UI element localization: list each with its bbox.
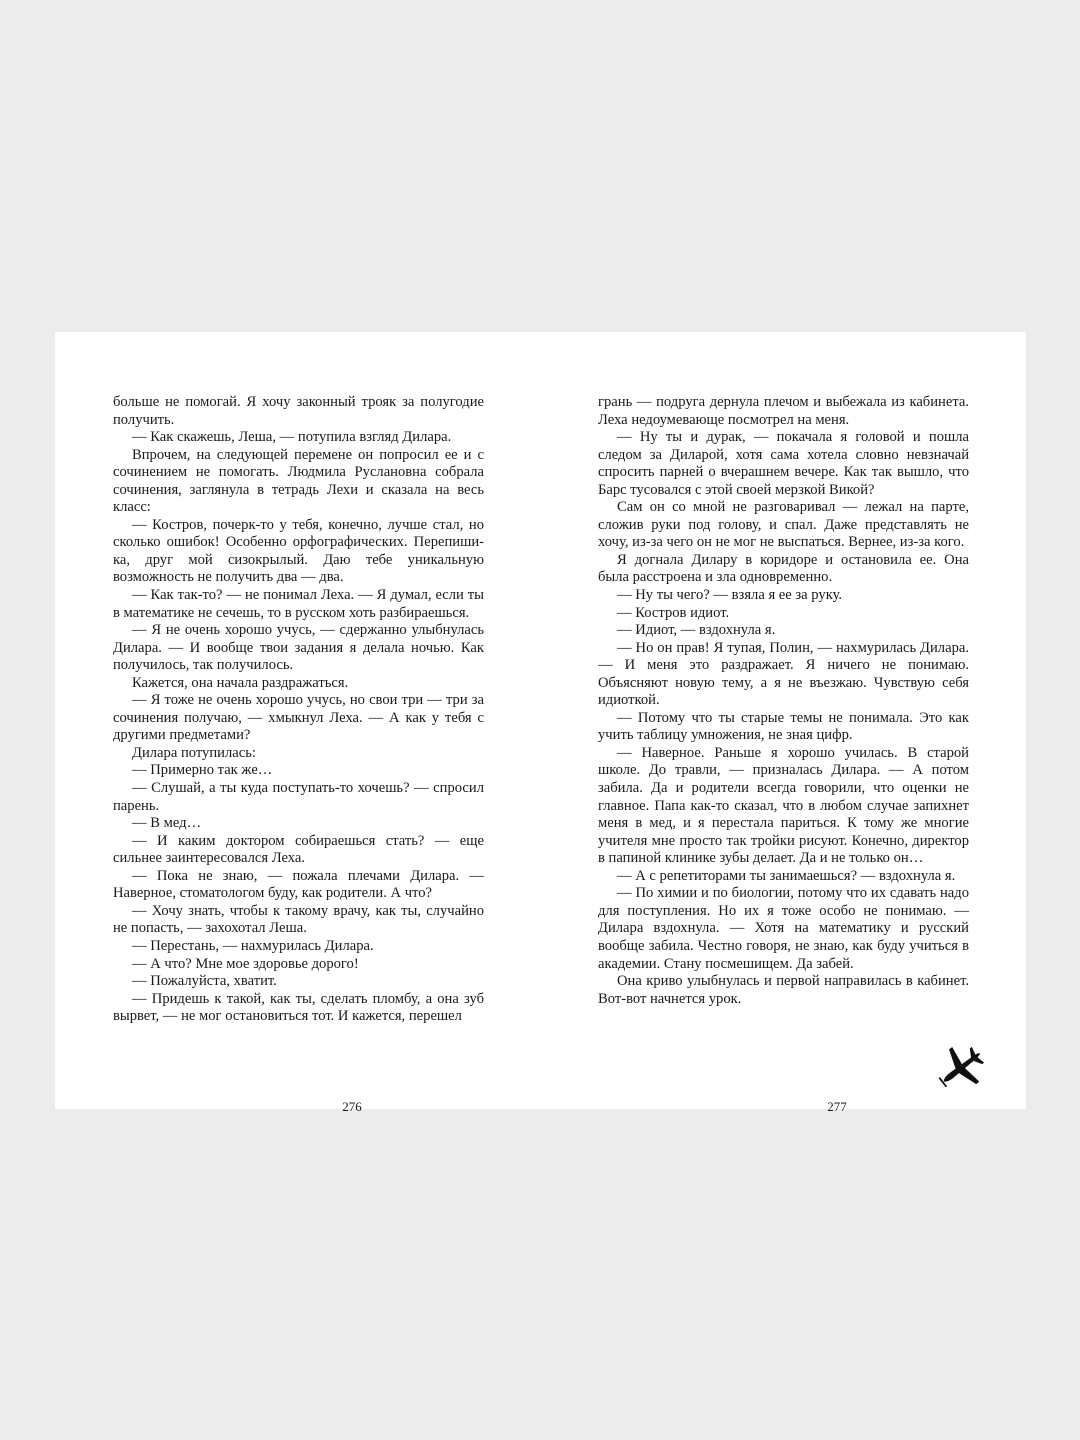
right-page-text [598,394,969,1008]
paragraph: Сам он со мной не разговаривал — лежал на парте, сложив руки под голову, и спал. Даже представлять не хочу, из-за чего он не мог не выспаться. Вернее, из-за кого. [598,499,969,551]
paragraph: Я догнала Дилару в коридоре и остановила ее. Она была расстроена и зла одновременно. [598,551,969,586]
page-number-left: 276 [342,1099,362,1114]
paragraph: — Но он прав! Я тупая, Полин, — нахмурилась Дилара. — И меня это раздражает. Я ничего не понимаю. Объясняют новую тему, а я не въезжаю. Чувствую себя идиоткой. [598,639,969,709]
airplane-icon [934,1040,988,1096]
paragraph: — Костров идиот. [617,604,730,621]
paragraph: — Примерно так же… [132,762,273,779]
paragraph: — Пожалуйста, хватит. [132,973,277,990]
paragraph: — И каким доктором собираешься стать? — еще сильнее заинтересовался Леха. [113,832,484,867]
paragraph: — Костров, почерк-то у тебя, конечно, лучше стал, но сколько ошибок! Особенно орфографических. Перепиши-ка, друг мой сизокрылый. Даю тебе уникальную возможность не получить два — два. [113,516,484,586]
book-spread [55,332,1026,1114]
paragraph: — По химии и по биологии, потому что их сдавать надо для поступления. Но их я тоже особо не понимаю. — Дилара вздохнула. — Хотя на математику и русский вообще забила. Честно говоря, не знаю, как буду учиться в академии. Стану посмешищем. Да забей. [598,885,969,972]
paragraph: — Наверное. Раньше я хорошо училась. В старой школе. До травли, — призналась Дилара. — А потом забила. Да и родители всегда говорили, что оценки не главное. Папа как-то сказал, что в любом случае запихнет меня в мед, и я перестала париться. К тому же многие учителя мне просто так тройки рисуют. Конечно, директор в папиной клинике зубы делает. Да и не только он… [598,744,969,867]
paragraph: грань — подруга дернула плечом и выбежала из кабинета. Леха недоумевающе посмотрел на меня. [598,394,969,428]
paragraph: — Я не очень хорошо учусь, — сдержанно улыбнулась Дилара. — И вообще твои задания я делала ночью. Как получилось, так получилось. [113,622,484,674]
paragraph: — Ну ты чего? — взяла я ее за руку. [617,587,843,604]
paragraph: — А с репетиторами ты занимаешься? — вздохнула я. [617,867,956,884]
paragraph: — Ну ты и дурак, — покачала я головой и пошла следом за Диларой, хотя сама хотела словно невзначай спросить парней о вчерашнем вечере. Как так вышло, что Барс тусовался с этой своей мерзкой Викой? [598,429,969,498]
paragraph: Кажется, она начала раздражаться. [132,674,349,691]
paragraph: — А что? Мне мое здоровье дорого! [132,955,359,972]
paragraph: Впрочем, на следующей перемене он попросил ее и с сочинением не помогать. Людмила Руслановна собрала сочинения, заглянула в тетрадь Лехи и сказала на весь класс: [113,446,484,516]
paragraph: — Я тоже не очень хорошо учусь, но свои три — три за сочинения получаю, — хмыкнул Леха. — А как у тебя с другими предметами? [113,692,484,744]
paragraph: Дилара потупилась: [132,744,256,761]
paragraph: Она криво улыбнулась и первой направилась в кабинет. Вот-вот начнется урок. [598,973,969,1007]
paragraph: — Потому что ты старые темы не понимала. Это как учить таблицу умножения, не зная цифр. [598,709,969,744]
page-number-right: 277 [827,1099,847,1114]
paragraph: — Как скажешь, Леша, — потупила взгляд Дилара. [132,429,452,446]
paragraph: — В мед… [132,815,202,832]
paragraph: — Как так-то? — не понимал Леха. — Я думал, если ты в математике не сечешь, то в русском хоть разбираешься. [113,587,484,621]
paragraph: больше не помогай. Я хочу законный трояк за полугодие получить. [113,394,484,428]
left-page-text [113,394,484,1026]
paragraph: — Идиот, — вздохнула я. [617,622,776,639]
paragraph: — Пока не знаю, — пожала плечами Дилара. — Наверное, стоматологом буду, как родители. А что? [113,867,484,902]
paragraph: — Слушай, а ты куда поступать-то хочешь? — спросил парень. [113,780,484,814]
paragraph: — Хочу знать, чтобы к такому врачу, как ты, случайно не попасть, — захохотал Леша. [113,902,484,937]
paragraph: — Перестань, — нахмурилась Дилара. [132,937,374,954]
paragraph: — Придешь к такой, как ты, сделать пломбу, а она зуб вырвет, — не мог остановиться тот. И кажется, перешел [113,990,484,1025]
